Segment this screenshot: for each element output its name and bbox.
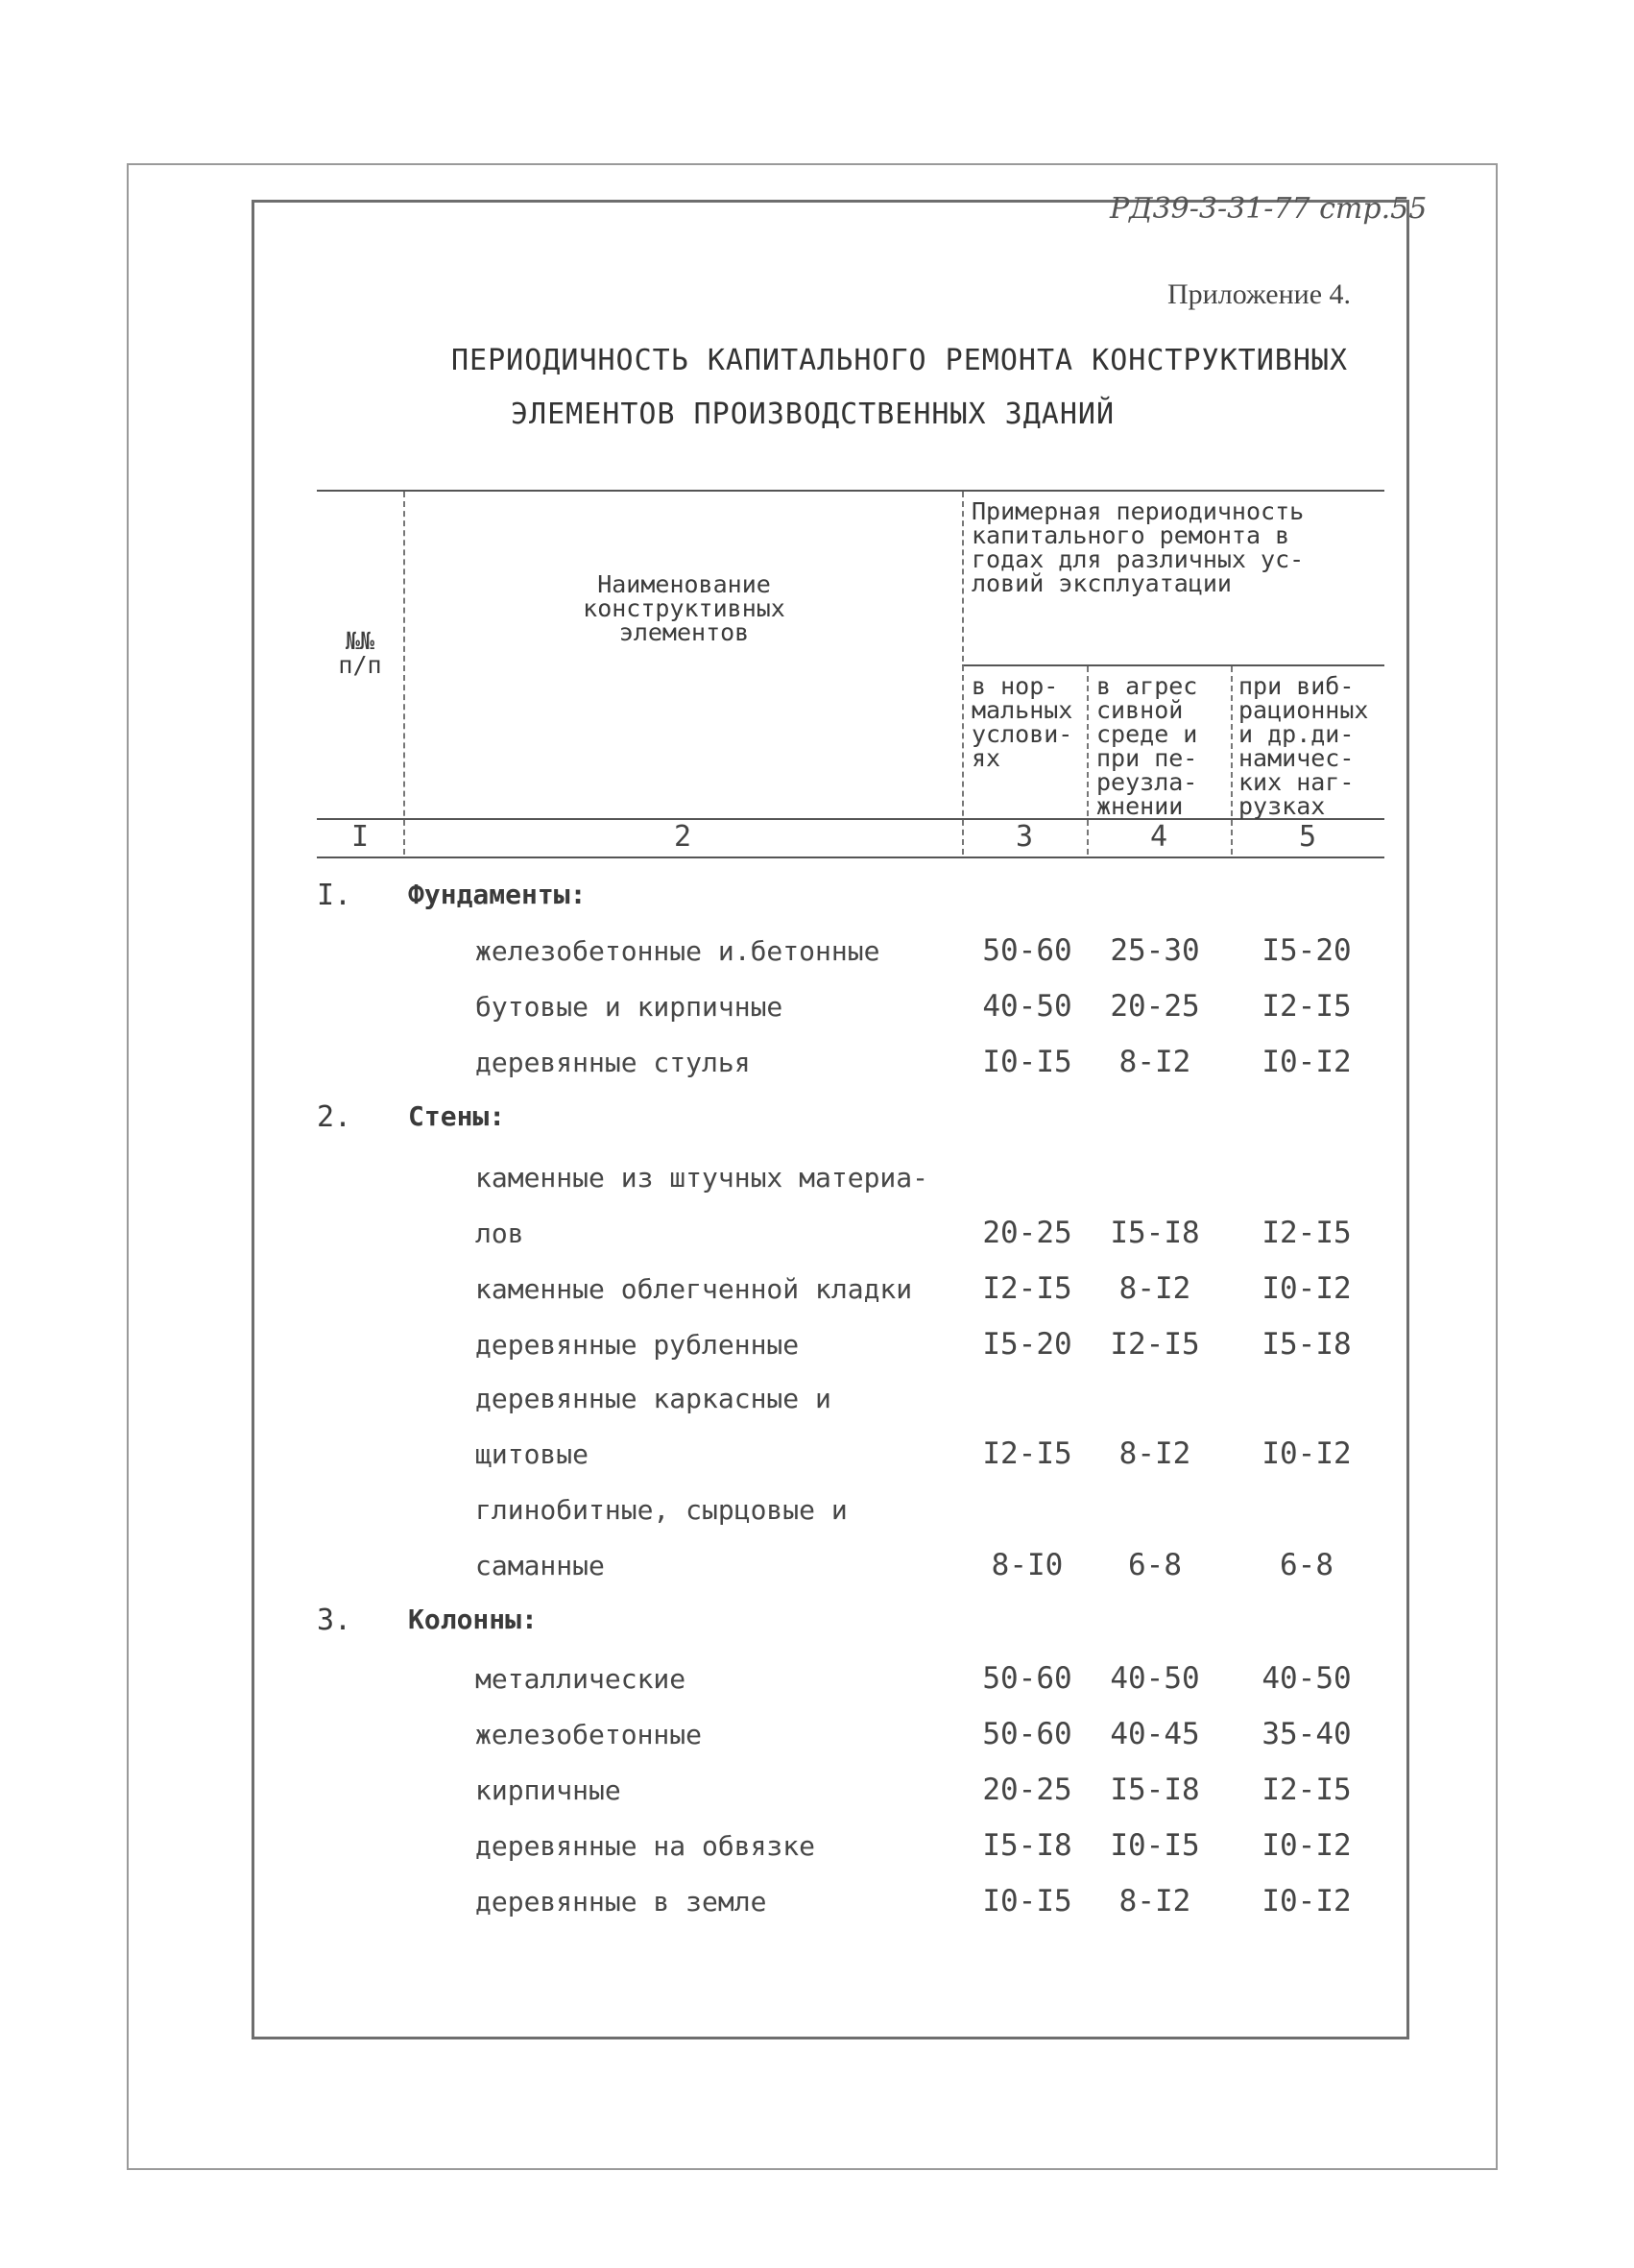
header-col5: при виб- рационных и др.ди- намичес- ких наг- рузках [1238,672,1369,820]
value-col3: 20-25 [982,1773,1072,1807]
value-col5: I0-I2 [1262,1828,1352,1863]
value-col4: 25-30 [1110,933,1200,968]
group-header-rule [962,664,1384,666]
value-col5: 35-40 [1262,1717,1352,1751]
value-col4: 40-50 [1110,1661,1200,1696]
title-line-1: ПЕРИОДИЧНОСТЬ КАПИТАЛЬНОГО РЕМОНТА КОНСТРУКТИВНЫХ [451,344,1349,377]
value-col5: I5-20 [1262,933,1352,968]
value-col5: 40-50 [1262,1661,1352,1696]
value-col4: 8-I2 [1118,1436,1191,1471]
value-col5: 6-8 [1280,1548,1334,1582]
value-col3: I0-I5 [982,1045,1072,1079]
header-name: Наименование конструктивных элементов [583,570,785,646]
title-line-2: ЭЛЕМЕНТОВ ПРОИЗВОДСТВЕННЫХ ЗДАНИЙ [511,398,1116,431]
appendix-label: Приложение 4. [1167,278,1352,310]
item-name: деревянные рубленные [475,1329,800,1361]
colnum-5: 5 [1298,820,1317,854]
colnum-2: 2 [673,820,692,854]
value-col4: 8-I2 [1118,1271,1191,1306]
column-divider-2 [962,492,964,855]
item-name: металлические [475,1663,686,1695]
value-col3: I5-20 [982,1327,1072,1362]
item-name: щитовые [475,1438,589,1470]
value-col5: I0-I2 [1262,1436,1352,1471]
item-name: железобетонные [475,1719,703,1750]
item-name: деревянные в земле [475,1886,767,1918]
value-col3: I5-I8 [982,1828,1072,1863]
value-col4: I5-I8 [1110,1773,1200,1807]
value-col4: 40-45 [1110,1717,1200,1751]
value-col5: I0-I2 [1262,1271,1352,1306]
item-name: саманные [475,1550,605,1581]
table-top-rule [317,490,1384,492]
value-col3: I2-I5 [982,1271,1072,1306]
value-col4: 20-25 [1110,989,1200,1024]
column-number-rule [317,857,1384,858]
value-col5: I0-I2 [1262,1045,1352,1079]
section-number: I. [317,879,352,912]
colnum-4: 4 [1149,820,1168,854]
value-col3: I0-I5 [982,1884,1072,1918]
column-divider-1 [403,492,405,855]
value-col4: I2-I5 [1110,1327,1200,1362]
value-col5: I2-I5 [1262,989,1352,1024]
colnum-1: I [350,820,370,854]
value-col4: 8-I2 [1118,1045,1191,1079]
value-col3: 50-60 [982,1661,1072,1696]
value-col5: I0-I2 [1262,1884,1352,1918]
item-name: бутовые и кирпичные [475,991,783,1023]
value-col5: I2-I5 [1262,1773,1352,1807]
value-col3: 50-60 [982,933,1072,968]
header-group: Примерная периодичность капитального ремонта в годах для различных ус- ловий эксплуатации [972,497,1305,597]
section-number: 3. [317,1604,352,1637]
item-name: каменные облегченной кладки [475,1273,913,1305]
value-col3: 8-I0 [991,1548,1064,1582]
value-col4: I0-I5 [1110,1828,1200,1863]
item-name: деревянные на обвязке [475,1830,816,1862]
value-col5: I5-I8 [1262,1327,1352,1362]
item-name: деревянные стулья [475,1047,751,1078]
item-name: деревянные каркасные и [475,1383,831,1414]
header-num: №№ п/п [338,627,382,679]
section-title: Фундаменты: [408,879,587,910]
section-title: Стены: [408,1100,506,1132]
item-name: глинобитные, сырцовые и [475,1494,848,1526]
item-name: каменные из штучных материа- [475,1162,929,1194]
value-col3: I2-I5 [982,1436,1072,1471]
section-title: Колонны: [408,1604,538,1635]
colnum-3: 3 [1015,820,1034,854]
value-col4: I5-I8 [1110,1216,1200,1250]
value-col3: 40-50 [982,989,1072,1024]
header-col3: в нор- мальных услови- ях [972,672,1073,772]
item-name: лов [475,1218,524,1249]
value-col3: 50-60 [982,1717,1072,1751]
item-name: железобетонные и.бетонные [475,935,880,967]
value-col5: I2-I5 [1262,1216,1352,1250]
value-col3: 20-25 [982,1216,1072,1250]
section-number: 2. [317,1100,352,1134]
value-col4: 8-I2 [1118,1884,1191,1918]
document-code: РД39-3-31-77 стр.55 [1110,192,1428,226]
value-col4: 6-8 [1128,1548,1182,1582]
item-name: кирпичные [475,1774,621,1806]
header-col4: в агрес сивной среде и при пе- реузла- жнении [1096,672,1198,820]
